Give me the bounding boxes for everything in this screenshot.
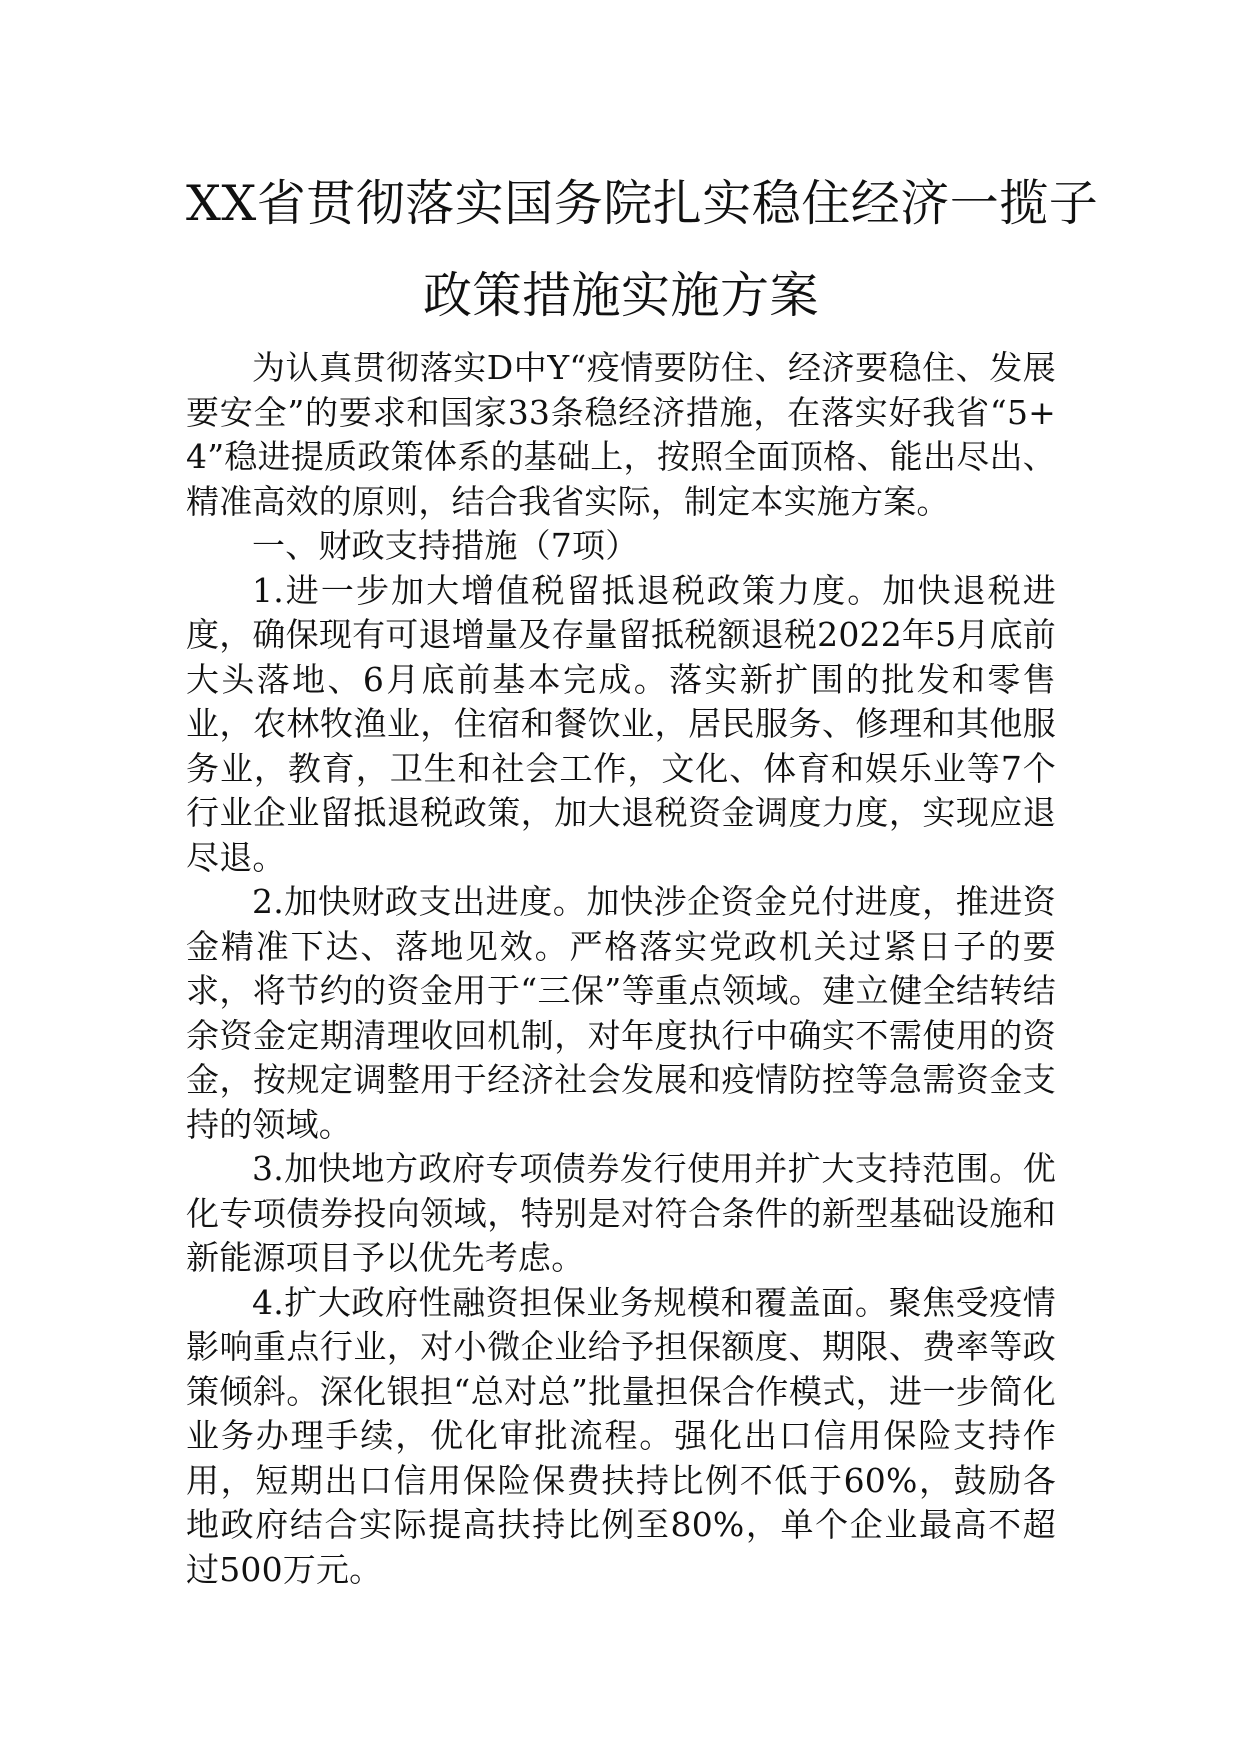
title-line-1: XX省贯彻落实国务院扎实稳住经济一揽子 bbox=[186, 175, 1099, 232]
document-body bbox=[186, 346, 1056, 1592]
item-paragraph-2: 2.加快财政支出进度。加快涉企资金兑付进度，推进资金精准下达、落地见效。严格落实党政机关过紧日子的要求，将节约的资金用于“三保”等重点领域。建立健全结转结余资金定期清理收回机制，对年度执行中确实不需使用的资金，按规定调整用于经济社会发展和疫情防控等急需资金支持的领域。 bbox=[186, 882, 1056, 1144]
intro-paragraph: 为认真贯彻落实D中Y“疫情要防住、经济要稳住、发展要安全”的要求和国家33条稳经济措施，在落实好我省“5+4”稳进提质政策体系的基础上，按照全面顶格、能出尽出、精准高效的原则，结合我省实际，制定本实施方案。 bbox=[186, 348, 1056, 521]
item-paragraph-3: 3.加快地方政府专项债券发行使用并扩大支持范围。优化专项债券投向领域，特别是对符合条件的新型基础设施和新能源项目予以优先考虑。 bbox=[186, 1149, 1056, 1277]
document-page bbox=[186, 158, 1099, 1592]
document-title bbox=[186, 158, 1099, 342]
title-line-2: 政策措施实施方案 bbox=[422, 267, 819, 324]
section-heading-fiscal: 一、财政支持措施（7项） bbox=[252, 526, 639, 565]
item-paragraph-1: 1.进一步加大增值税留抵退税政策力度。加快退税进度，确保现有可退增量及存量留抵税额退税2022年5月底前大头落地、6月底前基本完成。落实新扩围的批发和零售业，农林牧渔业，住宿和餐饮业，居民服务、修理和其他服务业，教育，卫生和社会工作，文化、体育和娱乐业等7个行业企业留抵退税政策，加大退税资金调度力度，实现应退尽退。 bbox=[186, 570, 1056, 877]
item-paragraph-4: 4.扩大政府性融资担保业务规模和覆盖面。聚焦受疫情影响重点行业，对小微企业给予担保额度、期限、费率等政策倾斜。深化银担“总对总”批量担保合作模式，进一步简化业务办理手续，优化审批流程。强化出口信用保险支持作用，短期出口信用保险保费扶持比例不低于60%，鼓励各地政府结合实际提高扶持比例至80%，单个企业最高不超过500万元。 bbox=[186, 1282, 1056, 1589]
